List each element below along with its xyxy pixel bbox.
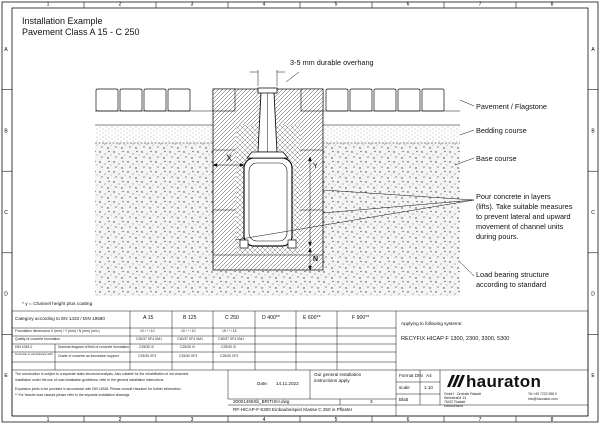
class-a15: A 15 [143, 315, 154, 321]
row2-b125: C30/37 XF4 XM1 [177, 337, 204, 341]
format-value: A4 [426, 373, 432, 378]
footnote-y-definition: * y = Channel height plus coating [22, 302, 93, 307]
class-b125: B 125 [183, 315, 197, 321]
column-number-bottom-3: 3 [190, 417, 194, 423]
label-bedding-course: Bedding course [476, 126, 527, 135]
specification-table-grid [12, 311, 588, 416]
side-label-din: DIN 1045-2 [15, 345, 33, 349]
company-email: info@hauraton.com [528, 397, 558, 401]
dimension-x-label: X [226, 153, 233, 163]
right-flagstone-5 [422, 89, 444, 111]
row-grade-label: Grade of concrete as foundation support [58, 354, 119, 358]
pavement-flagstones-left [96, 89, 190, 111]
column-number-top-3: 3 [190, 1, 194, 8]
company-phone: Tel +49 7222 958 0 [528, 392, 557, 396]
right-flagstone-3 [374, 89, 396, 111]
channel-body [244, 158, 292, 246]
sheet-number: 3 [370, 399, 373, 404]
row2-c250: C30/37 XF4 XM1 [218, 337, 245, 341]
row2-a15: C30/37 XF4 XM1 [136, 337, 163, 341]
row-letter-right-C: C [591, 210, 595, 216]
row4-c250: C25/30 XF3 [220, 354, 239, 358]
dimension-n-label: N [313, 256, 319, 263]
row3-b125: C25/30 /0 [180, 345, 195, 349]
left-flagstone-2 [120, 89, 142, 111]
label-base-course: Base course [476, 154, 517, 163]
sheet-label: Blatt [399, 397, 409, 402]
file-name: 20001456Sb_BRITISH.dwg [233, 399, 290, 404]
title-line-2: Pavement Class A 15 - C 250 [22, 27, 140, 37]
row-letter-right-A: A [591, 46, 595, 53]
hauraton-logo-mark [446, 374, 465, 388]
column-number-bottom-1: 1 [46, 417, 50, 423]
general-instructions-1: Our general installation [314, 372, 362, 377]
row-nominal-label: Nominal diagram of field of concrete foundation [58, 345, 130, 349]
column-number-top-1: 1 [46, 1, 50, 8]
left-flagstone-3 [144, 89, 166, 111]
company-wordmark: hauraton [466, 372, 542, 391]
class-f900: F 900** [352, 315, 370, 321]
date-value: 14.11.2022 [276, 381, 299, 386]
right-flagstone-4 [398, 89, 420, 111]
column-number-bottom-7: 7 [478, 417, 482, 423]
row-letter-left-A: A [4, 46, 8, 53]
row-letter-left-D: D [4, 291, 8, 298]
row4-a15: C25/30 XF3 [138, 354, 157, 358]
column-number-bottom-8: 8 [550, 417, 554, 423]
row-letter-left-C: C [4, 210, 8, 216]
applying-label: Applying to following systems: [401, 321, 463, 326]
pavement-flagstones-right [326, 89, 444, 111]
column-number-top-8: 8 [550, 1, 554, 8]
side-label-concrete: Concrete in accordance with [15, 352, 53, 356]
right-flagstone-1 [326, 89, 348, 111]
class-header: Category according to EN 1433 / DIN 19580 [15, 316, 105, 321]
address-line-4: Deutschland [444, 404, 463, 408]
general-instructions-2: instructions apply. [314, 378, 351, 383]
column-number-top-4: 4 [262, 1, 266, 8]
column-number-top-2: 2 [118, 1, 122, 8]
row-foundation-dimensions-label: Foundation dimensions X (mm) / Y (mm) / N (mm) (min.) [15, 329, 100, 333]
column-number-bottom-4: 4 [262, 417, 266, 423]
row-quality-label: Quality of concrete foundation [15, 337, 61, 341]
row1-a15: 10 / * / 10 [140, 329, 155, 333]
column-number-top-6: 6 [406, 1, 410, 8]
scale-label: scale [399, 385, 410, 390]
address-line-2: Werkstraße 13 [444, 396, 467, 400]
overhang-dimension [250, 70, 285, 86]
row-letter-right-E: E [591, 373, 595, 380]
column-number-top-7: 7 [478, 1, 482, 8]
label-pavement: Pavement / Flagstone [476, 102, 547, 111]
row-letter-left-E: E [4, 373, 8, 380]
label-overhang: 3-5 mm durable overhang [290, 58, 374, 67]
column-number-bottom-6: 6 [406, 417, 410, 423]
row4-b125: C25/30 XF3 [179, 354, 198, 358]
systems-list: RECYFIX HICAP F 1300, 2300, 3300, 5300 [401, 336, 510, 342]
row1-b125: 10 / * / 10 [181, 329, 196, 333]
row3-c250: C25/30 /0 [221, 345, 236, 349]
class-e600: E 600** [303, 315, 321, 321]
row-letter-right-D: D [591, 291, 595, 298]
row-letter-right-B: B [591, 128, 595, 135]
date-label: Date: [257, 381, 268, 386]
class-c250: C 250 [225, 315, 239, 321]
column-number-top-5: 5 [334, 1, 338, 8]
left-flagstone-4 [168, 89, 190, 111]
format-label: Format DIN [399, 373, 423, 378]
left-flagstone-1 [96, 89, 118, 111]
address-line-3: 76437 Rastatt [444, 400, 466, 404]
drawing-name: RF-HICAP-F-5300 Einbaubeispiel Klasse C 250 in Pflaster [233, 407, 353, 412]
address-line-1: GmbH · Zentrale Rastatt [444, 392, 481, 396]
column-number-bottom-5: 5 [334, 417, 338, 423]
column-number-bottom-2: 2 [118, 417, 122, 423]
row3-a15: C25/30 /0 [139, 345, 154, 349]
class-d400: D 400** [262, 315, 280, 321]
row-letter-left-B: B [4, 128, 8, 135]
row1-c250: 15 / * / 15 [222, 329, 237, 333]
scale-value: 1:10 [424, 385, 433, 390]
right-flagstone-2 [350, 89, 372, 111]
dimension-y-label: Y [313, 163, 318, 170]
title-line-1: Installation Example [22, 16, 103, 26]
